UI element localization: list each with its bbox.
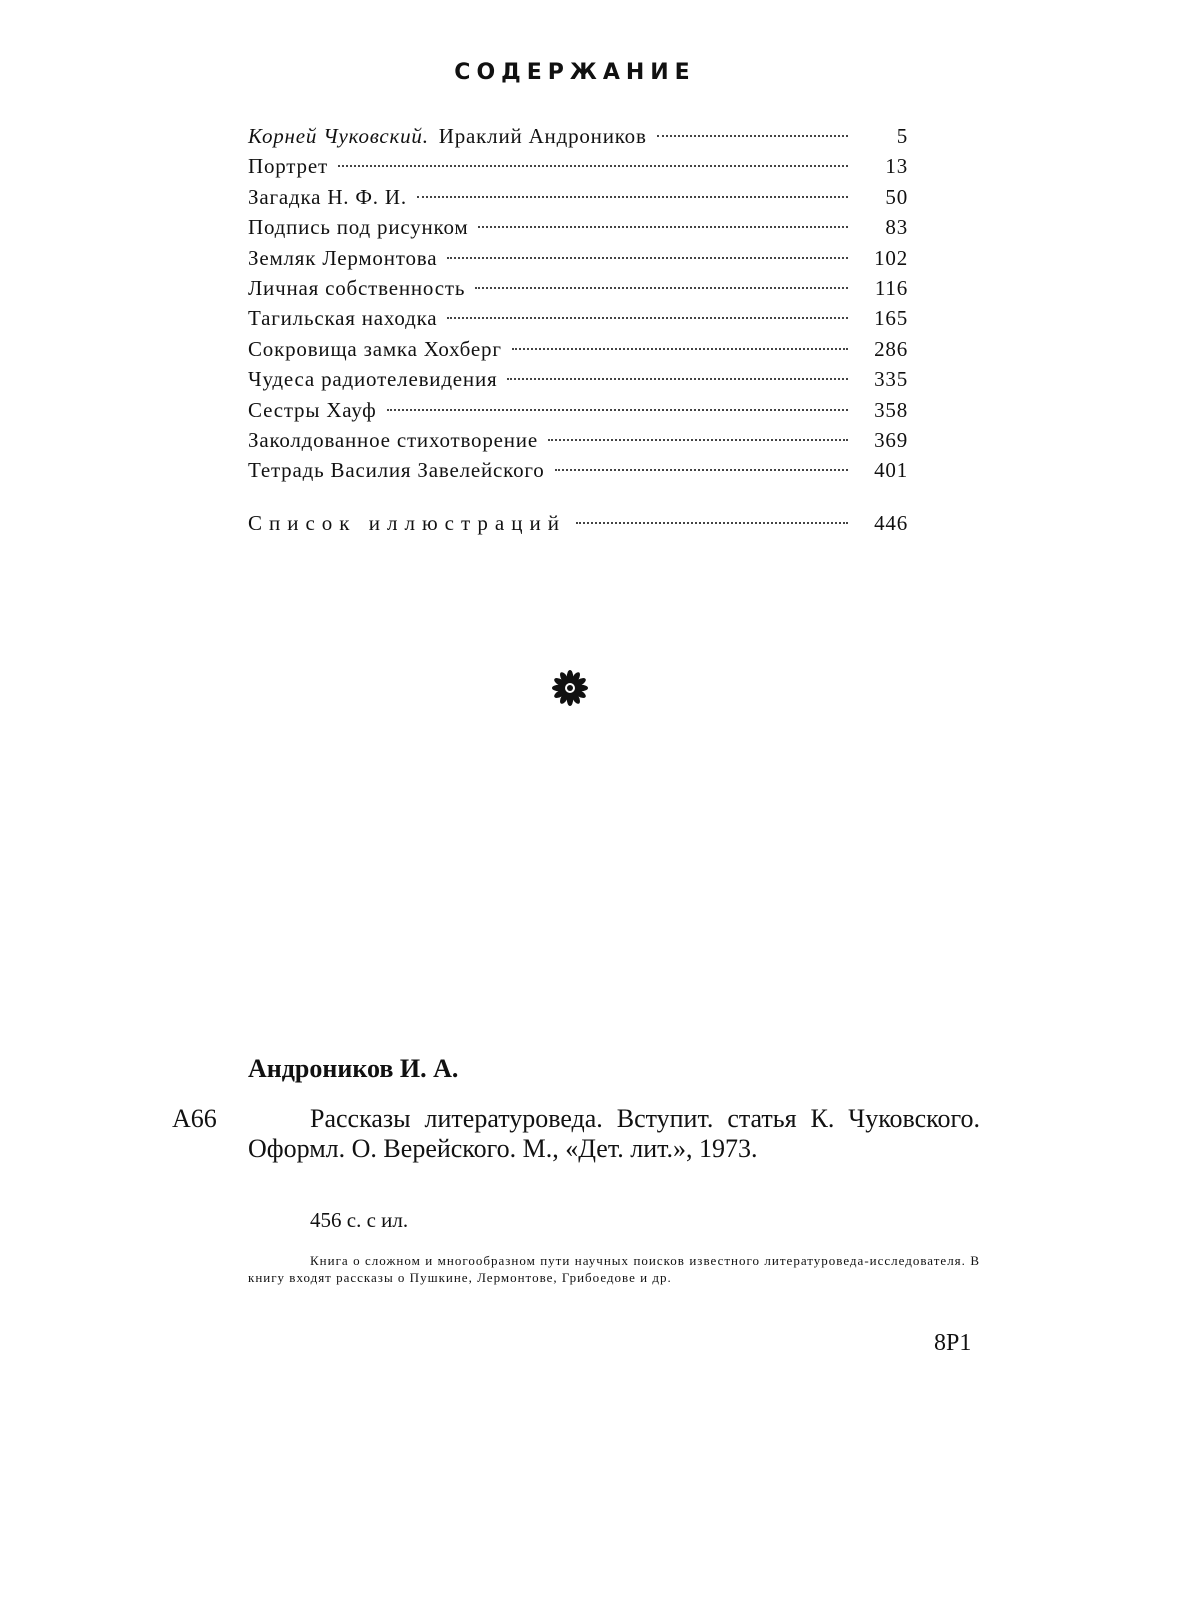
toc-leader-dots (447, 257, 848, 259)
toc-entry-page: 358 (874, 397, 908, 422)
toc-entry (248, 398, 908, 428)
toc-entry-label: Сокровища замка Хохберг (248, 336, 502, 361)
toc-entry (248, 215, 908, 245)
toc-entry-label: Земляк Лермонтова (248, 245, 438, 270)
toc-entry-label: Тетрадь Василия Завелейского (248, 458, 545, 483)
toc-leader-dots (507, 378, 848, 380)
toc-leader-dots (555, 469, 848, 471)
toc-entry-page: 5 (896, 124, 908, 148)
toc-entry (248, 367, 908, 397)
toc-entry-page: 369 (874, 427, 908, 452)
toc-entry-page: 13 (885, 154, 908, 179)
catalog-author: Андроников И. А. (248, 1054, 459, 1083)
toc-leader-dots (338, 165, 848, 167)
toc-entry (248, 246, 908, 276)
toc-leader-dots (478, 226, 848, 228)
toc-entry (248, 337, 908, 367)
toc-entry-page: 335 (874, 367, 908, 392)
toc-entry-label: Загадка Н. Ф. И. (248, 184, 407, 209)
toc-entry-label: Тагильская находка (248, 306, 438, 331)
toc-leader-dots (576, 522, 848, 524)
floral-ornament-icon (550, 668, 590, 708)
toc-entry-page: 102 (874, 245, 908, 270)
toc-entry (248, 154, 908, 184)
toc-entry-label: Портрет (248, 154, 328, 179)
toc-entry (248, 511, 908, 541)
toc-entry-page: 116 (874, 275, 908, 300)
toc-entry-page: 50 (885, 184, 908, 209)
toc-entry-page: 165 (874, 306, 908, 331)
toc-title: СОДЕРЖАНИЕ (454, 60, 696, 85)
toc-leader-dots (475, 287, 848, 289)
toc-entry-label: Подпись под рисунком (248, 215, 469, 240)
table-of-contents (248, 124, 908, 541)
toc-entry-label: Чудеса радиотелевидения (248, 367, 498, 392)
toc-entry (248, 124, 908, 154)
toc-entry-label: Личная собственность (248, 275, 466, 300)
toc-entry (248, 306, 908, 336)
catalog-description: Рассказы литературоведа. Вступит. статья К. Чуковского. Оформл. О. Верейского. М., «Дет. лит.», 1973. (248, 1104, 980, 1163)
toc-entry-label: Сестры Хауф (248, 397, 377, 422)
toc-leader-dots (447, 317, 848, 319)
toc-entry-label: Заколдованное стихотворение (248, 427, 538, 452)
catalog-code: А66 (172, 1104, 217, 1133)
classification-code: 8Р1 (934, 1330, 972, 1356)
toc-leader-dots (512, 348, 848, 350)
toc-entry-page: 286 (874, 336, 908, 361)
toc-entry-label: Ираклий Андроников (438, 124, 647, 148)
toc-leader-dots (657, 135, 848, 137)
catalog-annotation: Книга о сложном и многообразном пути научных поисков известного литературоведа-исследователя. В книгу входят рассказы о Пушкине, Лермонтове, Грибоедове и др. (248, 1253, 980, 1285)
toc-leader-dots (417, 196, 848, 198)
toc-entry (248, 428, 908, 458)
catalog-pages: 456 с. с ил. (310, 1208, 409, 1232)
toc-entry (248, 458, 908, 488)
toc-entry-page: 83 (885, 215, 908, 240)
toc-leader-dots (548, 439, 848, 441)
toc-leader-dots (387, 409, 848, 411)
toc-entry (248, 185, 908, 215)
toc-entry-label: Список иллюстраций (248, 510, 566, 535)
toc-entry-page: 446 (874, 510, 908, 535)
toc-entry-page: 401 (874, 458, 908, 483)
toc-entry-author: Корней Чуковский. (248, 124, 429, 148)
toc-entry (248, 276, 908, 306)
